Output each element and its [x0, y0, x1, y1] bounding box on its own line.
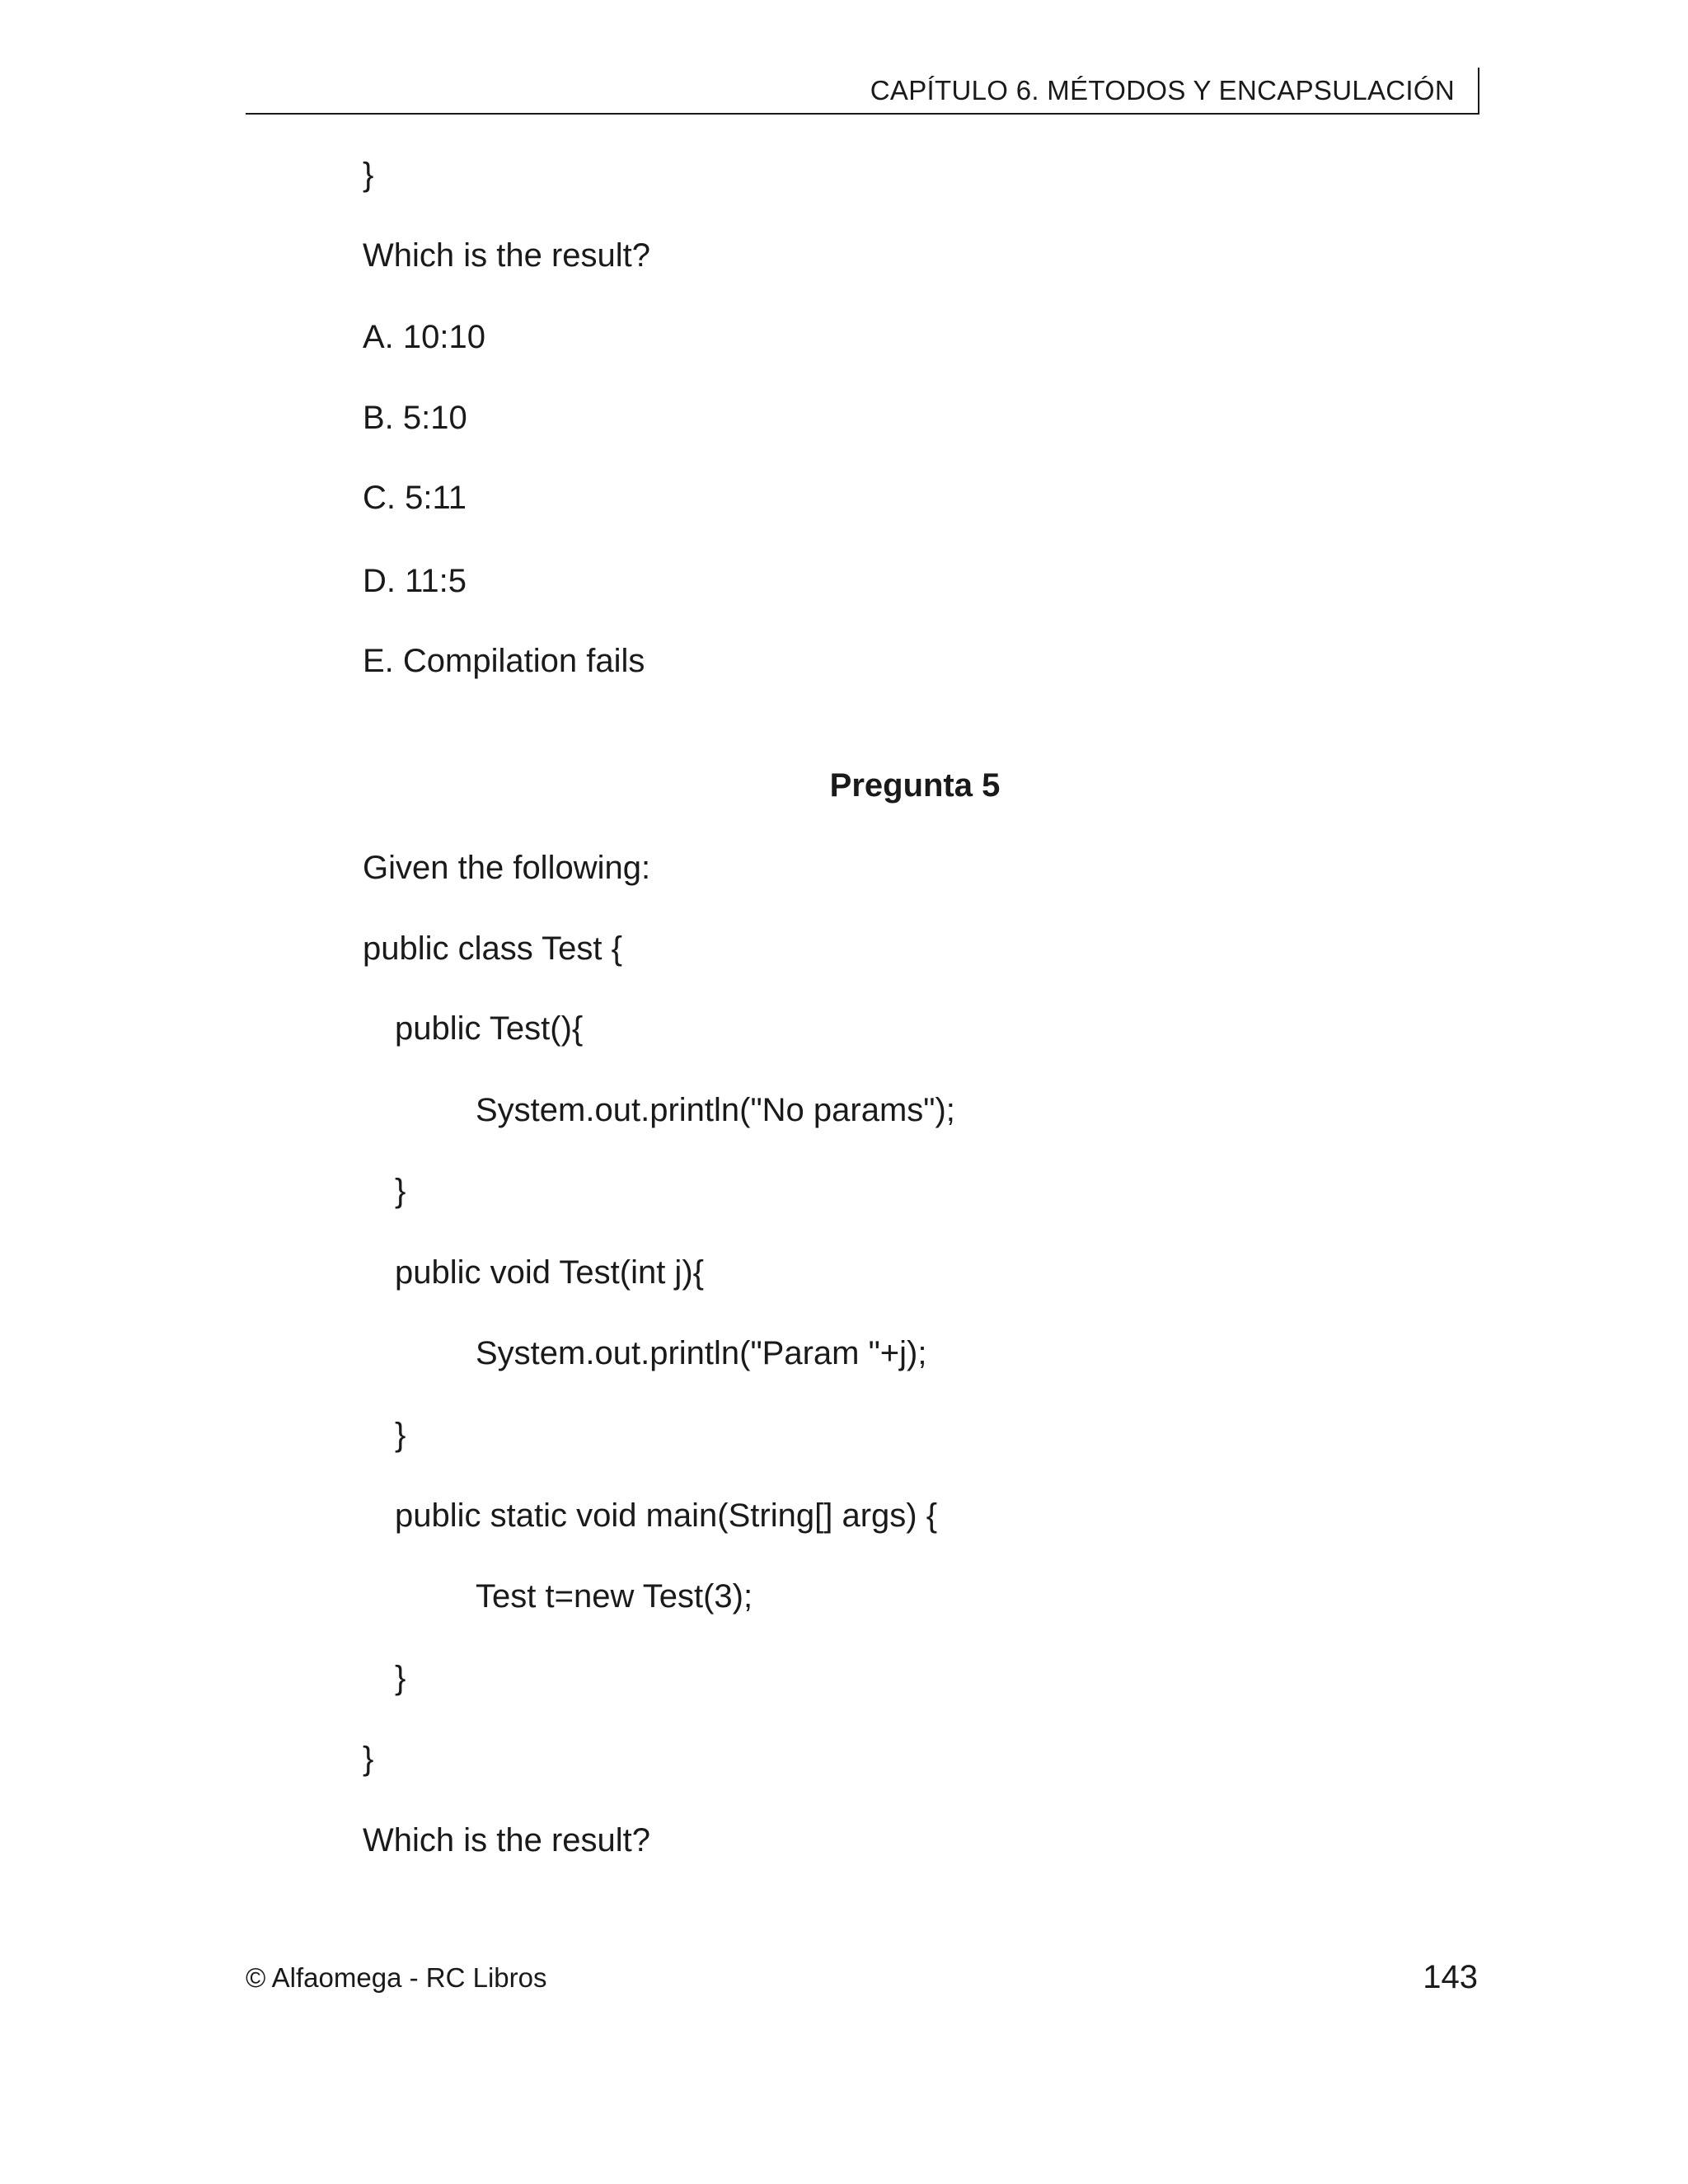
code-line: } [395, 1660, 406, 1696]
code-line: } [363, 1741, 374, 1777]
answer-option-b: B. 5:10 [363, 400, 467, 436]
page-number: 143 [1423, 1959, 1478, 1995]
chapter-title: CAPÍTULO 6. MÉTODOS Y ENCAPSULACIÓN [870, 75, 1455, 105]
question-text: Which is the result? [363, 237, 651, 274]
code-line: System.out.println("No params"); [476, 1092, 955, 1128]
footer-copyright: © Alfaomega - RC Libros [246, 1962, 547, 1993]
closing-brace: } [363, 157, 374, 193]
section-heading: Pregunta 5 [829, 767, 1001, 804]
answer-option-e: E. Compilation fails [363, 643, 645, 679]
running-header [246, 68, 1479, 115]
question-text: Which is the result? [363, 1822, 651, 1858]
answer-option-d: D. 11:5 [363, 563, 467, 599]
answer-option-a: A. 10:10 [363, 319, 486, 355]
code-line: public static void main(String[] args) { [395, 1497, 938, 1534]
code-line: public void Test(int j){ [395, 1254, 704, 1291]
code-line: public class Test { [363, 930, 622, 967]
code-line: Test t=new Test(3); [476, 1578, 753, 1615]
answer-option-c: C. 5:11 [363, 480, 467, 516]
code-line: } [395, 1417, 406, 1453]
code-line: System.out.println("Param "+j); [476, 1335, 927, 1371]
code-line: } [395, 1173, 406, 1209]
intro-text: Given the following: [363, 850, 651, 886]
code-line: public Test(){ [395, 1010, 584, 1047]
